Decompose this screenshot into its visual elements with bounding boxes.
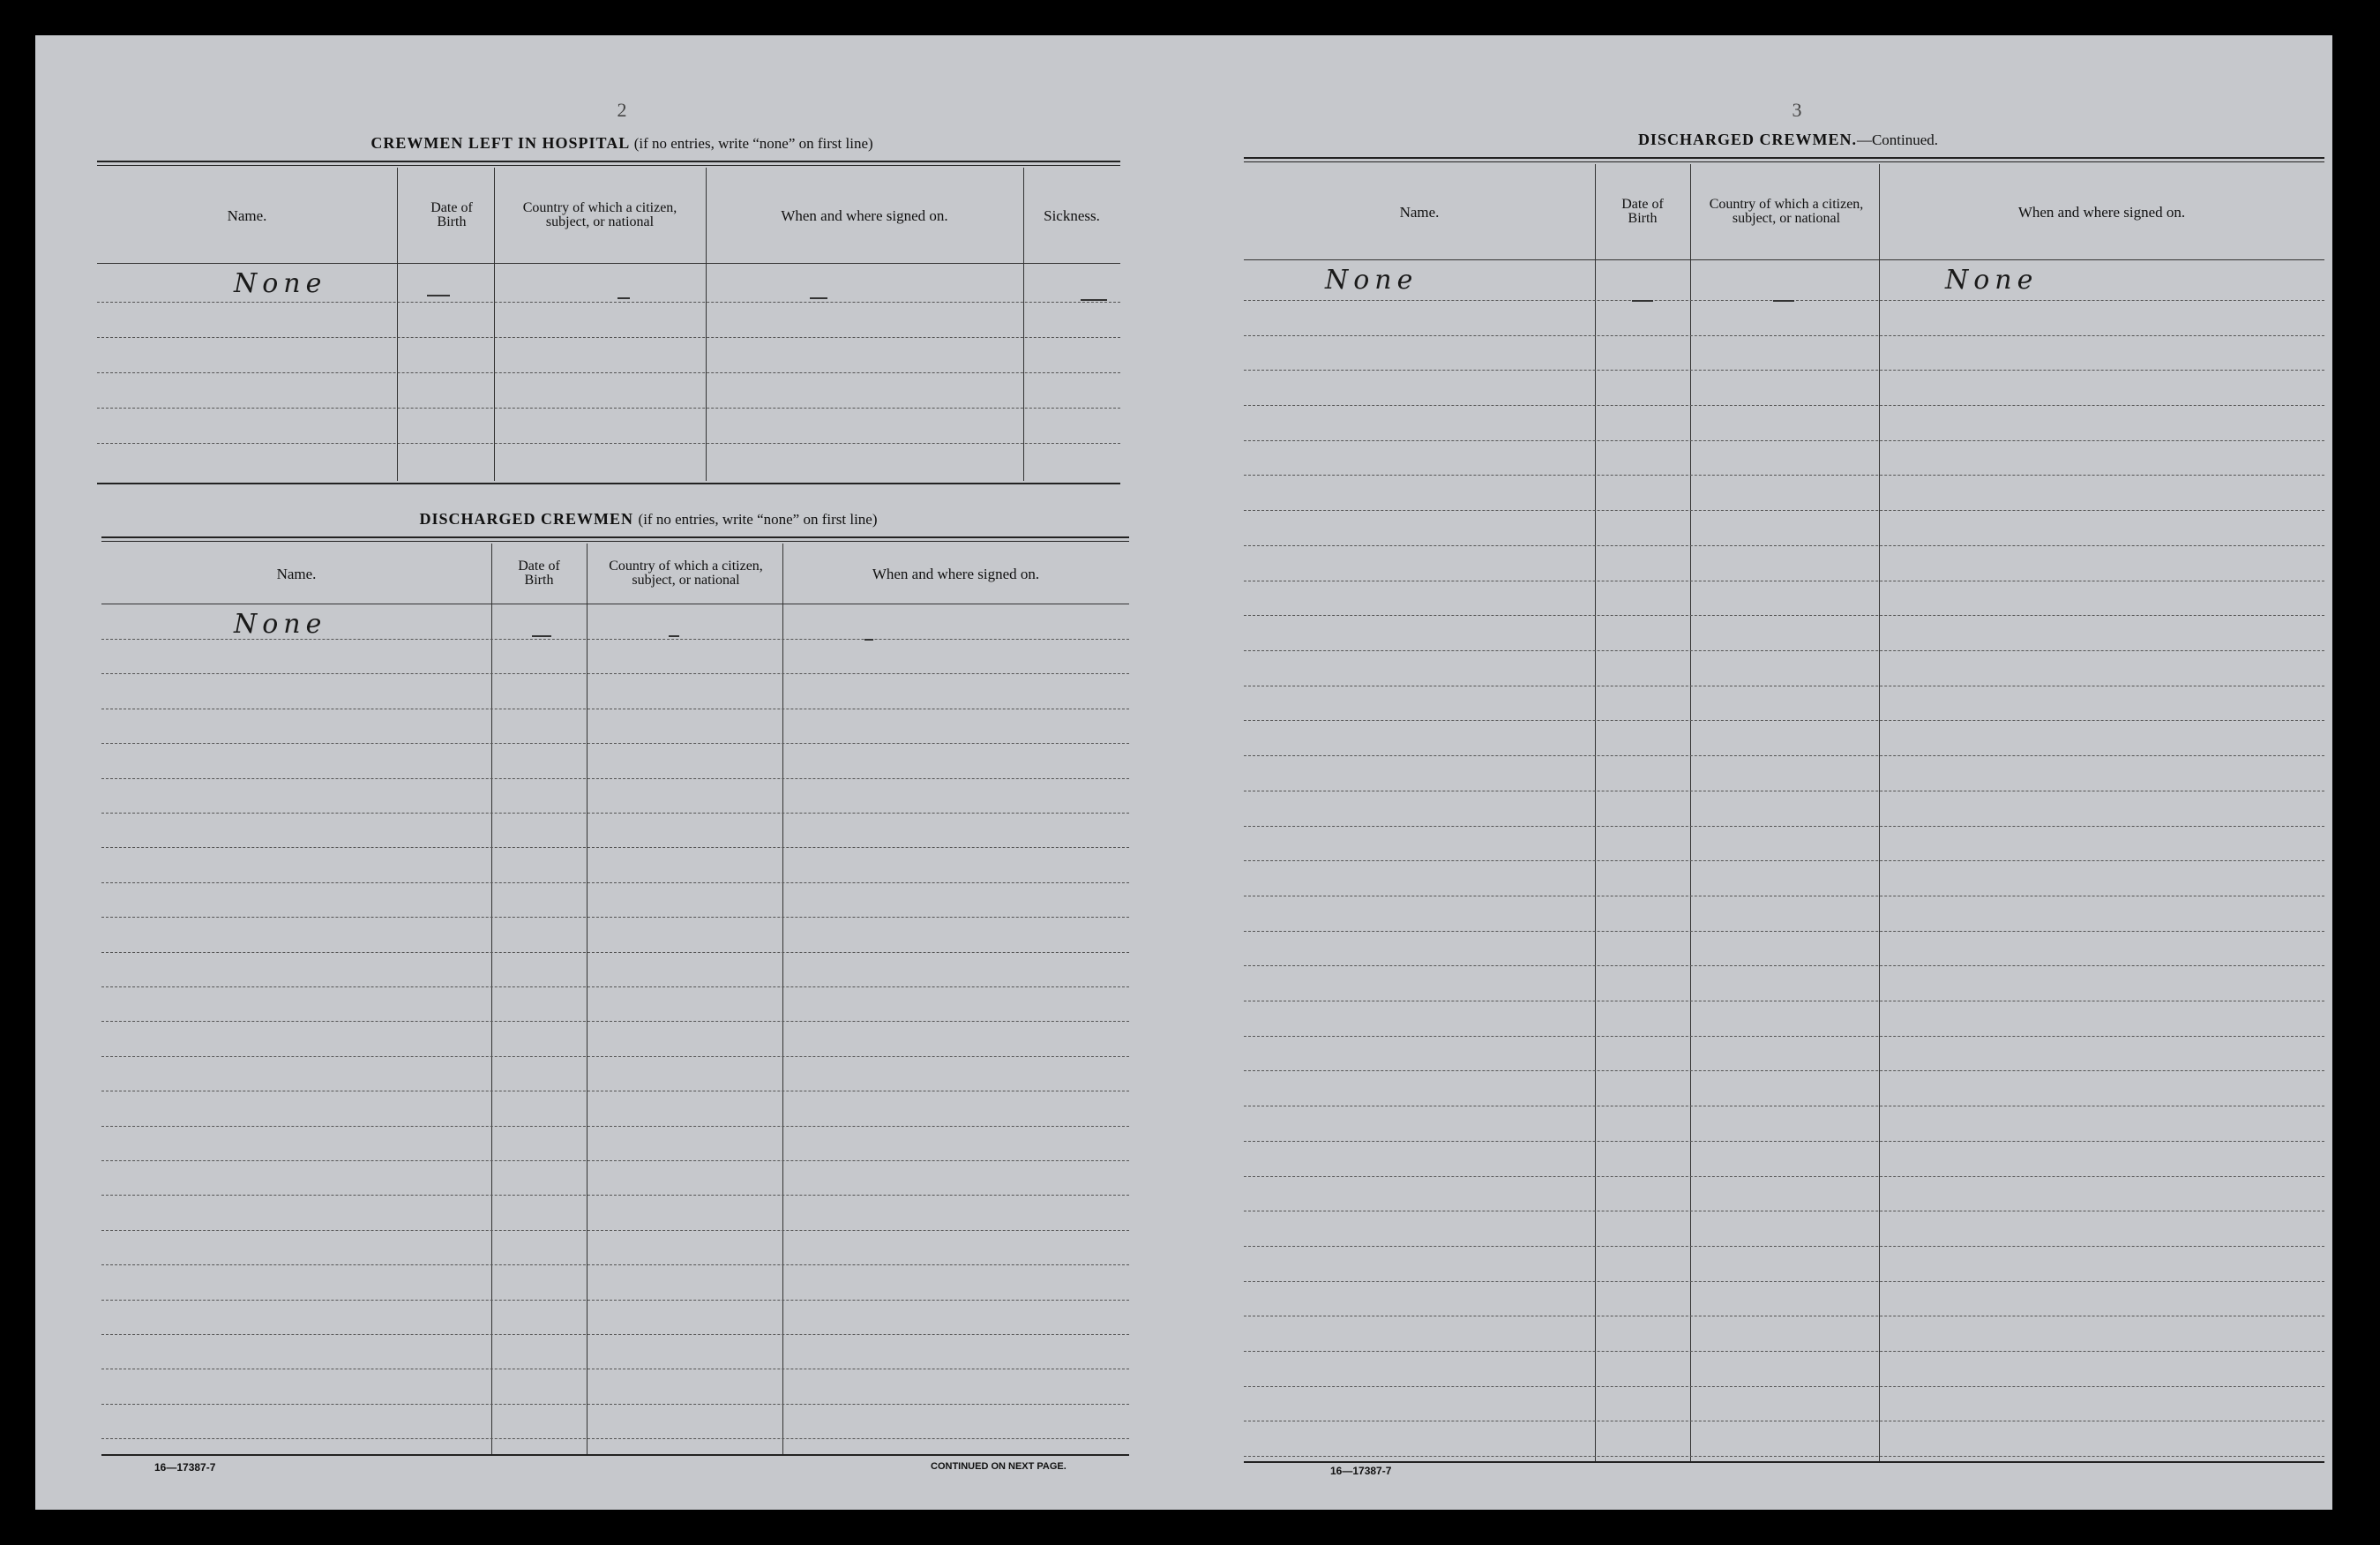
right-entry-name: None	[1325, 265, 1418, 296]
row-line	[101, 1264, 1129, 1265]
row-line	[101, 1160, 1129, 1161]
row-line	[1244, 931, 2324, 932]
continued-note: CONTINUED ON NEXT PAGE.	[931, 1461, 1067, 1472]
document-sheet	[35, 35, 2332, 1510]
row-line	[101, 1334, 1129, 1335]
right-header-signed-on: When and where signed on.	[2017, 203, 2186, 221]
right-discharged-table	[1244, 157, 2324, 1465]
row-line	[1244, 545, 2324, 546]
right-header-name: Name.	[1399, 203, 1440, 221]
left-form-number: 16—17387-7	[154, 1461, 216, 1474]
discharged-table	[101, 536, 1129, 1456]
row-line	[101, 1021, 1129, 1022]
row-line	[1244, 860, 2324, 861]
hospital-title-text: CREWMEN LEFT IN HOSPITAL	[370, 134, 630, 152]
row-line	[1244, 720, 2324, 721]
discharged-title-text: DISCHARGED CREWMEN	[419, 510, 634, 528]
row-line	[1244, 1070, 2324, 1071]
discharged-header-name: Name.	[276, 565, 317, 582]
row-line	[1244, 510, 2324, 511]
row-line	[101, 847, 1129, 848]
page-number: 3	[1792, 99, 1802, 121]
discharged-title-note: (if no entries, write “none” on first line)	[638, 511, 878, 528]
row-line	[101, 917, 1129, 918]
row-line	[1244, 1176, 2324, 1177]
hospital-header-country: Country of which a citizen, subject, or national	[522, 200, 677, 229]
row-line	[101, 1438, 1129, 1439]
row-line	[1244, 826, 2324, 827]
row-line	[1244, 1141, 2324, 1142]
row-line	[101, 1195, 1129, 1196]
right-header-date-of-birth: Date of Birth	[1621, 197, 1664, 226]
row-line	[101, 882, 1129, 883]
row-line	[1244, 1246, 2324, 1247]
row-line	[101, 1126, 1129, 1127]
row-line	[1244, 615, 2324, 616]
hospital-header-name: Name.	[227, 206, 267, 224]
row-line	[101, 1300, 1129, 1301]
right-section-title	[1638, 131, 1938, 149]
row-line	[101, 813, 1129, 814]
hospital-header-sickness: Sickness.	[1044, 206, 1100, 224]
row-line	[1244, 370, 2324, 371]
row-line	[1244, 440, 2324, 441]
hospital-header-date-of-birth: Date of Birth	[430, 200, 473, 229]
discharged-entry-name: None	[234, 609, 327, 640]
page-number: 2	[617, 99, 627, 121]
right-title-text: DISCHARGED CREWMEN.	[1637, 131, 1857, 148]
row-line	[101, 778, 1129, 779]
right-page	[1182, 35, 2332, 1510]
row-line	[1244, 1281, 2324, 1282]
row-line	[1244, 405, 2324, 406]
row-line	[101, 673, 1129, 674]
row-line	[1244, 1456, 2324, 1457]
right-title-suffix: —Continued.	[1856, 131, 1939, 148]
row-line	[101, 1056, 1129, 1057]
row-line	[1244, 1386, 2324, 1387]
row-line	[1244, 965, 2324, 966]
right-form-number: 16—17387-7	[1330, 1465, 1392, 1477]
row-line	[101, 986, 1129, 987]
hospital-title-note: (if no entries, write “none” on first line)	[633, 135, 873, 152]
row-line	[1244, 650, 2324, 651]
right-header-country: Country of which a citizen, subject, or national	[1709, 197, 1864, 226]
row-line	[101, 743, 1129, 744]
row-line	[1244, 1351, 2324, 1352]
row-line	[1244, 755, 2324, 756]
row-line	[1244, 335, 2324, 336]
discharged-header-date-of-birth: Date of Birth	[518, 559, 560, 588]
hospital-table	[97, 161, 1120, 487]
row-line	[101, 1230, 1129, 1231]
discharged-header-country: Country of which a citizen, subject, or national	[609, 559, 763, 588]
discharged-header-signed-on: When and where signed on.	[872, 565, 1040, 582]
hospital-header-signed-on: When and where signed on.	[781, 206, 948, 224]
row-line	[1244, 475, 2324, 476]
row-line	[101, 1404, 1129, 1405]
right-entry-signed-on: None	[1945, 265, 2039, 296]
discharged-section-title	[420, 510, 878, 529]
row-line	[101, 952, 1129, 953]
hospital-entry-name: None	[234, 268, 327, 299]
left-page	[35, 35, 1182, 1510]
row-line	[1244, 1036, 2324, 1037]
hospital-section-title	[370, 134, 872, 153]
